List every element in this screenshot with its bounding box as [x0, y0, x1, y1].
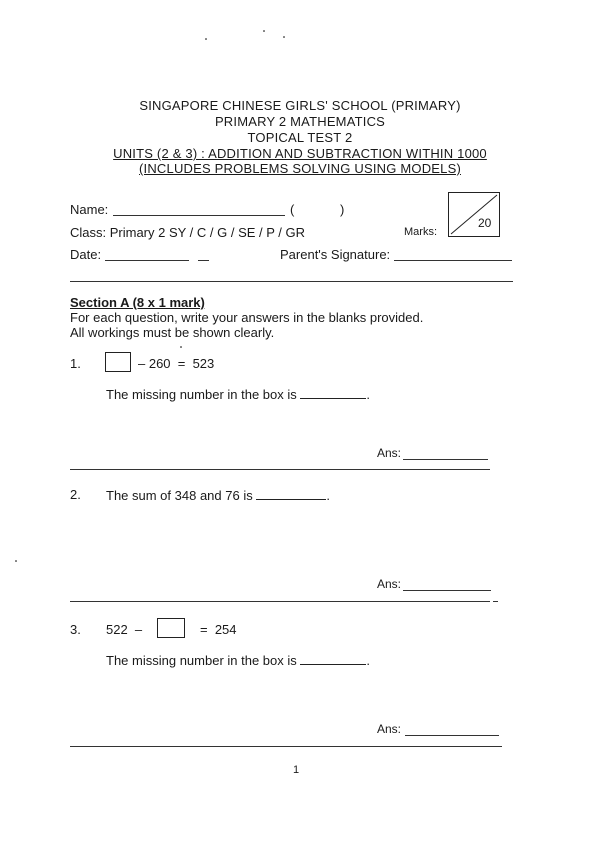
- date-label: Date:: [70, 247, 102, 262]
- question-1-text: [106, 386, 370, 402]
- marks-diagonal: [449, 193, 499, 236]
- question-3-number: 3.: [70, 622, 81, 637]
- question-2-number: 2.: [70, 487, 81, 502]
- question-3-ans-label: Ans:: [377, 722, 402, 736]
- question-3-text: [106, 652, 370, 668]
- question-2-ans-field[interactable]: [403, 590, 491, 591]
- question-2-prompt: The sum of 348 and 76 is: [106, 488, 253, 503]
- scan-speck: [263, 30, 265, 32]
- question-3-first-term: 522 –: [106, 622, 143, 637]
- question-3-divider: [70, 746, 502, 747]
- question-2-divider-tail: [493, 601, 498, 602]
- units-subtitle: (INCLUDES PROBLEMS SOLVING USING MODELS): [139, 161, 461, 176]
- signature-field[interactable]: [394, 260, 512, 261]
- register-paren-open: (: [290, 202, 295, 217]
- question-2-text: [106, 487, 330, 503]
- section-instruction-1: For each question, write your answers in the blanks provided.: [70, 310, 424, 325]
- question-1-ans-field[interactable]: [403, 459, 488, 460]
- scan-speck: [205, 38, 207, 40]
- section-instruction-2: All workings must be shown clearly.: [70, 325, 275, 340]
- question-3-period: .: [366, 653, 371, 668]
- question-2-blank[interactable]: [256, 487, 326, 500]
- register-paren-close: ): [340, 202, 345, 217]
- units-title: UNITS (2 & 3) : ADDITION AND SUBTRACTION WITHIN 1000: [113, 146, 487, 161]
- marks-box: [448, 192, 500, 237]
- signature-label: Parent's Signature:: [280, 247, 391, 262]
- question-1-period: .: [366, 387, 371, 402]
- question-1-number: 1.: [70, 356, 81, 371]
- date-field-tail: [198, 260, 209, 261]
- question-3-equation: = 254: [200, 622, 237, 637]
- test-title: TOPICAL TEST 2: [247, 130, 353, 145]
- question-2-divider: [70, 601, 490, 602]
- scan-speck: [180, 346, 182, 348]
- question-1-prompt: The missing number in the box is: [106, 387, 297, 402]
- question-3-blank[interactable]: [300, 652, 366, 665]
- page-number: 1: [293, 764, 300, 776]
- class-label: Class: Primary 2 SY / C / G / SE / P / GR: [70, 225, 306, 240]
- marks-total: 20: [478, 216, 492, 230]
- question-3-prompt: The missing number in the box is: [106, 653, 297, 668]
- question-1-blank[interactable]: [300, 386, 366, 399]
- header-divider: [70, 281, 513, 282]
- question-1-equation: – 260 = 523: [138, 356, 215, 371]
- question-3-answer-box[interactable]: [157, 618, 185, 638]
- marks-label: Marks:: [404, 226, 437, 238]
- name-field[interactable]: [113, 215, 285, 216]
- school-name: SINGAPORE CHINESE GIRLS' SCHOOL (PRIMARY): [139, 98, 461, 113]
- question-2-ans-label: Ans:: [377, 577, 402, 591]
- section-title: Section A (8 x 1 mark): [70, 295, 205, 310]
- question-1-divider: [70, 469, 490, 470]
- name-label: Name:: [70, 202, 109, 217]
- question-1-ans-label: Ans:: [377, 446, 402, 460]
- question-2-period: .: [326, 488, 330, 503]
- scan-speck: [283, 36, 285, 38]
- question-1-answer-box[interactable]: [105, 352, 131, 372]
- scan-speck: [15, 560, 17, 562]
- question-3-ans-field[interactable]: [405, 735, 499, 736]
- subject-level: PRIMARY 2 MATHEMATICS: [214, 114, 386, 129]
- date-field[interactable]: [105, 260, 189, 261]
